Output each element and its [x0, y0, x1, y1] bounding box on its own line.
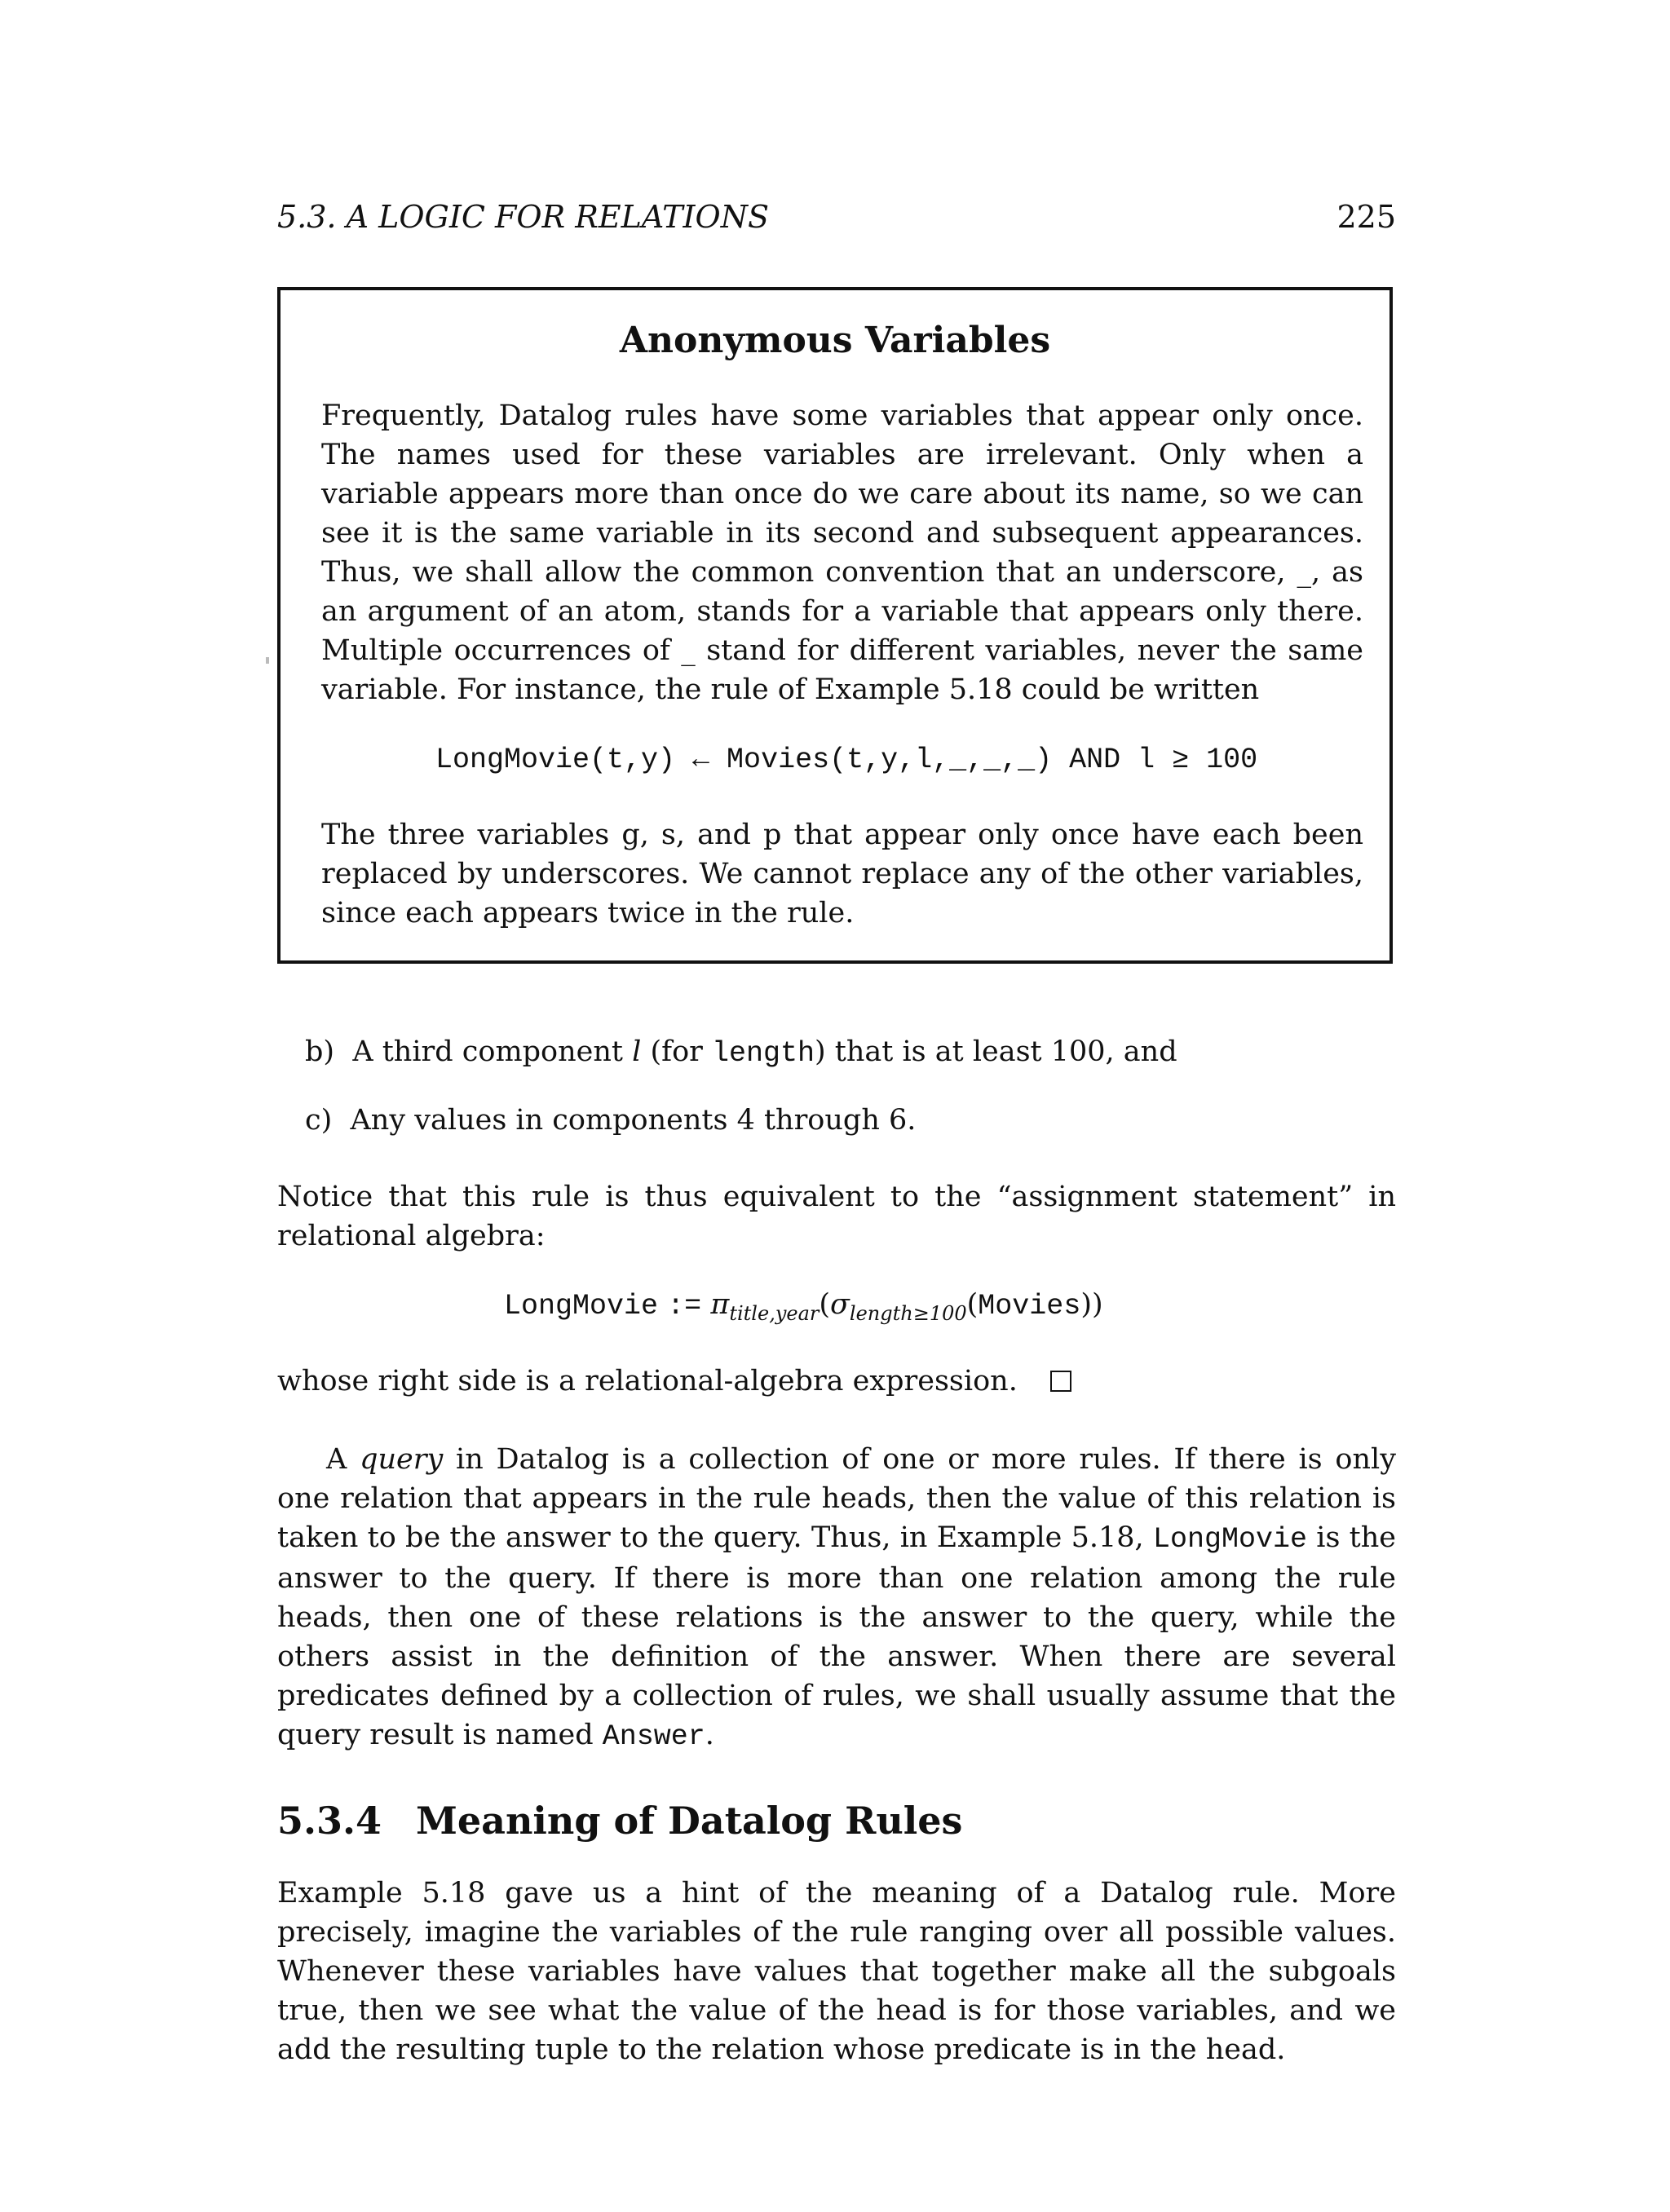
formula-lhs: LongMovie [504, 1290, 659, 1322]
formula-sigma: σ [830, 1288, 850, 1321]
list-text: Any values in components 4 through 6. [350, 1104, 917, 1137]
query-text: . [705, 1719, 714, 1751]
list-item-c [305, 1104, 916, 1137]
whose-text: whose right side is a relational-algebra expression. [277, 1365, 1018, 1397]
list-text: A third component [352, 1035, 633, 1068]
query-term: query [360, 1443, 444, 1476]
list-var: l [632, 1035, 642, 1068]
section-heading [277, 1799, 962, 1843]
notice-paragraph: Notice that this rule is thus equivalent to the “assignment statement” in relational algebra: [277, 1181, 1396, 1252]
margin-mark [266, 657, 269, 664]
relational-algebra-formula: LongMovie := $\pi_{title,year}(\sigma_{length\ge 100}(Movies))$ [504, 1288, 1103, 1325]
list-marker: c) [305, 1104, 333, 1137]
whose-line [277, 1365, 1071, 1397]
list-code: length [712, 1037, 815, 1070]
formula-assign: := [667, 1290, 702, 1322]
formula-pi: π [710, 1288, 730, 1321]
section-number: 5.3.4 [277, 1799, 382, 1843]
formula-relation: Movies [978, 1290, 1081, 1322]
list-marker: b) [305, 1035, 335, 1068]
meaning-paragraph: Example 5.18 gave us a hint of the meaning of a Datalog rule. More precisely, imagine the variables of the rule ranging over all possible values. Whenever these variables have values that together make all the subgoals true, then we see what the value of the head is for those variables, and we add the resulting tuple to the relation whose predicate is in the head. [277, 1877, 1396, 2066]
list-item-b [305, 1035, 1177, 1070]
running-header [277, 199, 1396, 235]
query-code: LongMovie [1152, 1523, 1307, 1556]
sidebar-box-paragraph-1: Frequently, Datalog rules have some variables that appear only once. The names used for these variables are irrelevant. Only when a variable appears more than once do we care about its name, so we can see it is the same variable in its second and subsequent appearances. Thus, we shall allow the common convention that an underscore, _, as an argument of an atom, stands for a variable that appears only there. Multiple occurrences of _ stand for different variables, never the same variable. For instance, the rule of Example 5.18 could be written [321, 400, 1363, 706]
query-code: Answer [602, 1720, 705, 1753]
page-number: 225 [1336, 199, 1396, 235]
sidebar-box-title: Anonymous Variables [619, 320, 1051, 361]
running-title: 5.3. A LOGIC FOR RELATIONS [277, 199, 769, 235]
formula-pi-sub: title,year [729, 1302, 820, 1325]
query-text: A [326, 1443, 360, 1476]
list-text: ) that is at least 100, and [815, 1035, 1177, 1068]
formula-sigma-sub: length≥100 [849, 1302, 967, 1325]
list-text: (for [641, 1035, 712, 1068]
section-title: Meaning of Datalog Rules [416, 1799, 963, 1843]
qed-square-icon [1050, 1371, 1071, 1392]
sidebar-box-paragraph-2: The three variables g, s, and p that appear only once have each been replaced by underscores. We cannot replace any of the other variables, since each appears twice in the rule. [321, 819, 1363, 929]
datalog-rule: LongMovie(t,y) ← Movies(t,y,l,_,_,_) AND l ≥ 100 [435, 744, 1258, 776]
query-text: is the answer to the query. If there is more than one relation among the rule heads, then one of these relations is the answer to the query, while the others assist in the definition of the answer. When there are several predicates defined by a collection of rules, we shall usually assume that the query result is named [277, 1521, 1396, 1751]
query-text: in Datalog is a collection of one or more rules. If there is only one relation that appears in the rule heads, then the value of this relation is taken to be the answer to the query. Thus, in Example 5.18, [277, 1443, 1397, 1554]
query-paragraph [277, 1440, 1396, 1756]
